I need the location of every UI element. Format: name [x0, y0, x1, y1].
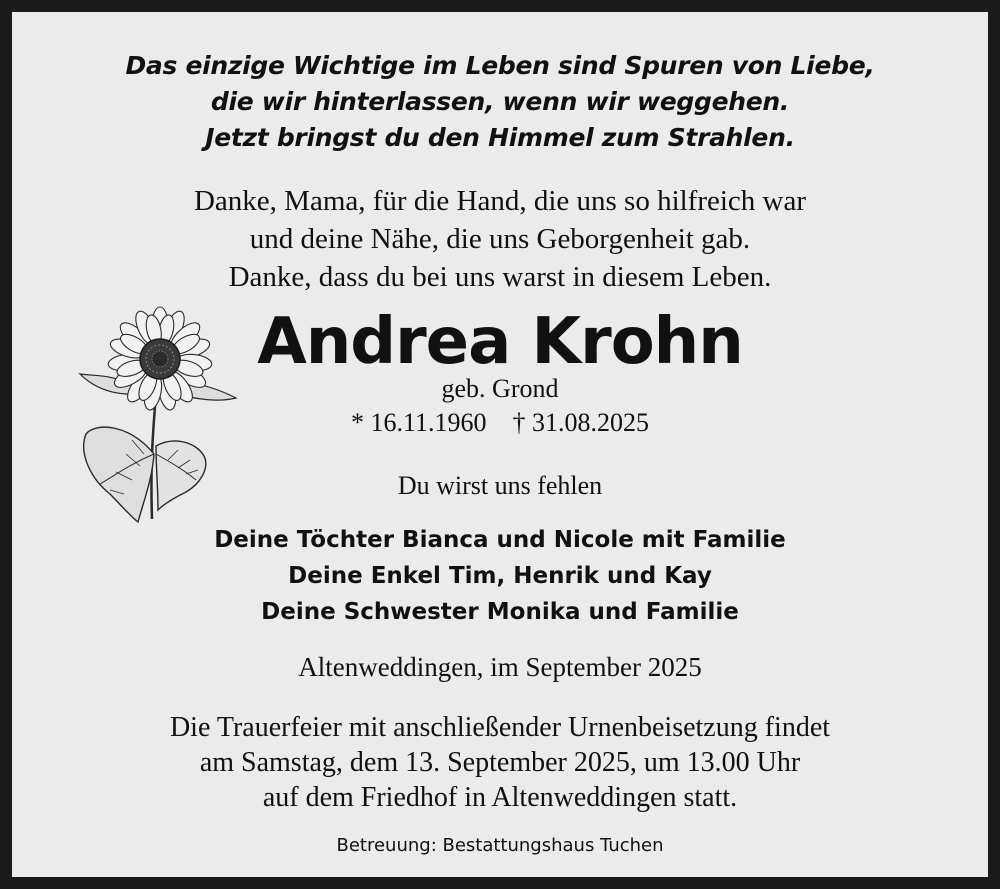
- ceremony-info: [24, 710, 976, 815]
- ceremony-line: Die Trauerfeier mit anschließender Urnenbeisetzung findet: [169, 712, 831, 743]
- birth-name: geb. Grond: [441, 374, 559, 403]
- mourners-list: [24, 522, 976, 630]
- quote-line: Jetzt bringst du den Himmel zum Strahlen.: [205, 123, 795, 152]
- place-and-date: Altenweddingen, im September 2025: [298, 652, 702, 682]
- funeral-home-credit: Betreuung: Bestattungshaus Tuchen: [336, 835, 664, 856]
- opening-quote: [24, 48, 976, 156]
- ceremony-line: am Samstag, dem 13. September 2025, um 13.00 Uhr: [199, 747, 801, 778]
- birth-date: * 16.11.1960: [350, 408, 487, 437]
- quote-line: die wir hinterlassen, wenn wir weggehen.: [210, 87, 790, 116]
- thanks-line: Danke, dass du bei uns warst in diesem Leben.: [228, 261, 772, 293]
- thanks-line: Danke, Mama, für die Hand, die uns so hilfreich war: [193, 185, 807, 217]
- thanks-line: und deine Nähe, die uns Geborgenheit gab.: [249, 223, 751, 255]
- mourner-line: Deine Töchter Bianca und Nicole mit Familie: [214, 527, 786, 553]
- mourner-line: Deine Enkel Tim, Henrik und Kay: [288, 563, 712, 589]
- quote-line: Das einzige Wichtige im Leben sind Spuren von Liebe,: [125, 51, 875, 80]
- ceremony-line: auf dem Friedhof in Altenweddingen statt.: [262, 782, 738, 813]
- sunflower-icon: [70, 304, 240, 526]
- death-date: † 31.08.2025: [512, 408, 650, 437]
- deceased-name: Andrea Krohn: [257, 305, 743, 379]
- mourner-line: Deine Schwester Monika und Familie: [261, 599, 739, 625]
- thanks-text: [24, 182, 976, 296]
- farewell-text: Du wirst uns fehlen: [397, 471, 603, 500]
